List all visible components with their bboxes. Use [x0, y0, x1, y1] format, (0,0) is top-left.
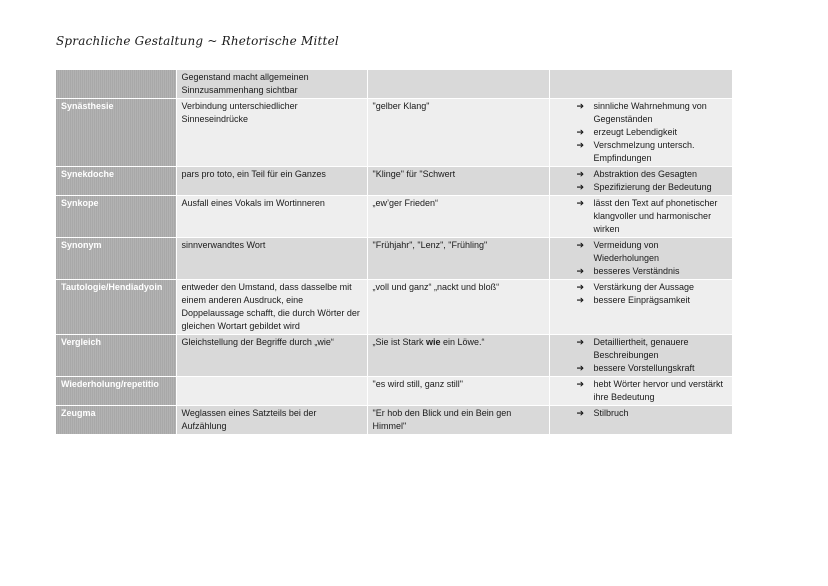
effects-list — [555, 378, 727, 404]
arrow-right-icon: ➔ — [576, 408, 585, 418]
example-text-after: ein Löwe.“ — [440, 337, 485, 347]
effect-text: Vermeidung von Wiederholungen — [593, 240, 660, 263]
definition-cell: Weglassen eines Satzteils bei der Aufzählung — [176, 406, 367, 435]
effect-text: Abstraktion des Gesagten — [593, 169, 698, 179]
table-row-synaesthesie — [56, 99, 732, 167]
effect-item — [577, 378, 727, 404]
effects-cell — [549, 377, 732, 406]
table-row-vergleich — [56, 335, 732, 377]
effects-cell — [549, 335, 732, 377]
effect-text: Stilbruch — [593, 408, 629, 418]
table-row-synkope — [56, 196, 732, 238]
effect-text: erzeugt Lebendigkeit — [593, 127, 678, 137]
definition-cell: sinnverwandtes Wort — [176, 238, 367, 280]
effect-text: Detailliertheit, genauere Beschreibungen — [593, 337, 689, 360]
term-cell: Wiederholung/repetitio — [56, 377, 176, 406]
definition-cell: pars pro toto, ein Teil für ein Ganzes — [176, 167, 367, 196]
example-cell: „ew’ger Frieden“ — [367, 196, 549, 238]
arrow-right-icon: ➔ — [576, 240, 585, 250]
effects-list — [555, 281, 727, 307]
effect-item — [577, 139, 727, 165]
term-cell: Synekdoche — [56, 167, 176, 196]
table-row-synonym — [56, 238, 732, 280]
effects-cell — [549, 238, 732, 280]
effect-item — [577, 362, 727, 375]
term-cell: Tautologie/Hendiadyoin — [56, 280, 176, 335]
effect-item — [577, 126, 727, 139]
table-row-zeugma — [56, 406, 732, 435]
effects-list — [555, 407, 727, 420]
effects-list — [555, 168, 727, 194]
effect-text: bessere Einprägsamkeit — [593, 295, 691, 305]
arrow-right-icon: ➔ — [576, 363, 585, 373]
effect-text: sinnliche Wahrnehmung von Gegenständen — [593, 101, 707, 124]
effects-cell — [549, 70, 732, 99]
definition-cell: Gleichstellung der Begriffe durch „wie“ — [176, 335, 367, 377]
effect-text: Spezifizierung der Bedeutung — [593, 182, 712, 192]
page-title: Sprachliche Gestaltung ~ Rhetorische Mittel — [56, 34, 339, 48]
term-cell — [56, 70, 176, 99]
example-text-bold: wie — [426, 337, 441, 347]
arrow-right-icon: ➔ — [576, 379, 585, 389]
effect-item — [577, 100, 727, 126]
arrow-right-icon: ➔ — [576, 140, 585, 150]
effects-list — [555, 100, 727, 165]
example-cell: „voll und ganz“ „nackt und bloß“ — [367, 280, 549, 335]
arrow-right-icon: ➔ — [576, 127, 585, 137]
effect-item — [577, 181, 727, 194]
effects-cell — [549, 280, 732, 335]
definition-cell: Ausfall eines Vokals im Wortinneren — [176, 196, 367, 238]
example-cell: "es wird still, ganz still" — [367, 377, 549, 406]
arrow-right-icon: ➔ — [576, 266, 585, 276]
effect-item — [577, 281, 727, 294]
effect-text: bessere Vorstellungskraft — [593, 363, 695, 373]
effects-list — [555, 336, 727, 375]
effects-cell — [549, 406, 732, 435]
rhetoric-table — [56, 70, 733, 435]
effect-item — [577, 168, 727, 181]
example-cell — [367, 70, 549, 99]
effect-text: Verschmelzung untersch. Empfindungen — [593, 140, 695, 163]
arrow-right-icon: ➔ — [576, 337, 585, 347]
term-cell: Synkope — [56, 196, 176, 238]
arrow-right-icon: ➔ — [576, 169, 585, 179]
effects-cell — [549, 196, 732, 238]
term-cell: Vergleich — [56, 335, 176, 377]
table-row-wiederholung — [56, 377, 732, 406]
example-text-before: „Sie ist Stark — [372, 337, 427, 347]
definition-cell — [176, 377, 367, 406]
example-cell: "Er hob den Blick und ein Bein gen Himmel" — [367, 406, 549, 435]
effect-item — [577, 407, 727, 420]
arrow-right-icon: ➔ — [576, 182, 585, 192]
effect-item — [577, 239, 727, 265]
table-row-tautologie — [56, 280, 732, 335]
effect-text: besseres Verständnis — [593, 266, 680, 276]
table-row-synekdoche — [56, 167, 732, 196]
definition-cell: Verbindung unterschiedlicher Sinneseindrücke — [176, 99, 367, 167]
example-cell: "Frühjahr", "Lenz", "Frühling" — [367, 238, 549, 280]
arrow-right-icon: ➔ — [576, 295, 585, 305]
effects-list — [555, 197, 727, 236]
arrow-right-icon: ➔ — [576, 101, 585, 111]
effect-text: Verstärkung der Aussage — [593, 282, 695, 292]
effect-item — [577, 197, 727, 236]
definition-cell: Gegenstand macht allgemeinen Sinnzusammenhang sichtbar — [176, 70, 367, 99]
effect-item — [577, 294, 727, 307]
term-cell: Synonym — [56, 238, 176, 280]
example-cell: "Klinge" für "Schwert — [367, 167, 549, 196]
term-cell: Zeugma — [56, 406, 176, 435]
example-cell — [367, 335, 549, 377]
example-cell: "gelber Klang" — [367, 99, 549, 167]
effects-cell — [549, 99, 732, 167]
table-row-continued — [56, 70, 732, 99]
effect-text: lässt den Text auf phonetischer klangvoller und harmonischer wirken — [593, 198, 718, 234]
effects-list — [555, 239, 727, 278]
term-cell: Synästhesie — [56, 99, 176, 167]
effects-cell — [549, 167, 732, 196]
arrow-right-icon: ➔ — [576, 282, 585, 292]
effect-text: hebt Wörter hervor und verstärkt ihre Bedeutung — [593, 379, 724, 402]
effect-item — [577, 336, 727, 362]
definition-cell: entweder den Umstand, dass dasselbe mit einem anderen Ausdruck, eine Doppelaussage schafft, die durch Wörter der gleichen Wortart gebildet wird — [176, 280, 367, 335]
effect-item — [577, 265, 727, 278]
arrow-right-icon: ➔ — [576, 198, 585, 208]
